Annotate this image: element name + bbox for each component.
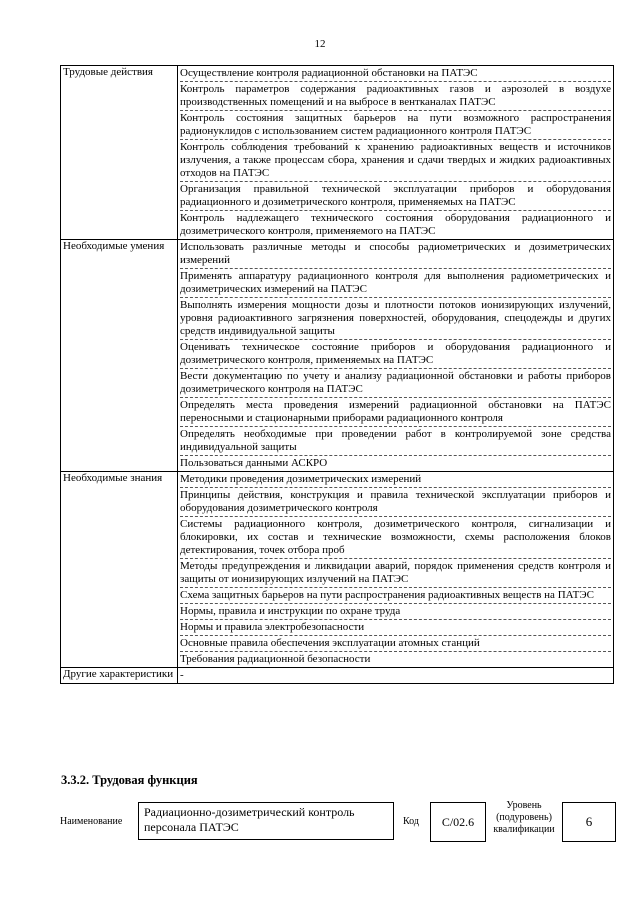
list-item: Контроль надлежащего технического состояния оборудования радиационного и дозиметрического контроля, применяемого на ПАТЭС bbox=[180, 212, 611, 237]
list-item: Нормы, правила и инструкции по охране труда bbox=[180, 603, 611, 619]
list-item: Контроль соблюдения требований к хранению радиоактивных веществ и источников излучения, а также процессам сбора, хранения и сдачи твердых и жидких радиоактивных отходов на ПАТЭС bbox=[180, 141, 611, 179]
function-attributes-row bbox=[60, 796, 620, 846]
list-item: Применять аппаратуру радиационного контроля для выполнения радиометрических и дозиметрических измерений на ПАТЭС bbox=[180, 270, 611, 295]
table-row bbox=[61, 240, 614, 472]
list-item: Вести документацию по учету и анализу радиационной обстановки и работы приборов дозиметрического контроля на ПАТЭС bbox=[180, 370, 611, 395]
row-label-skills: Необходимые умения bbox=[61, 240, 178, 472]
list-item: Использовать различные методы и способы радиометрических и дозиметрических измерений bbox=[180, 241, 611, 266]
level-label bbox=[490, 800, 558, 836]
page-number: 12 bbox=[314, 38, 326, 50]
list-item: Методики проведения дозиметрических измерений bbox=[180, 473, 422, 485]
level-value-box: 6 bbox=[562, 802, 616, 842]
list-item: Определять необходимые при проведении работ в контролируемой зоне средства индивидуальной защиты bbox=[180, 428, 611, 453]
list-item: Контроль параметров содержания радиоактивных газов и аэрозолей в воздухе производственных помещений и на выбросе в вентканалах ПАТЭС bbox=[180, 83, 611, 108]
row-items-knowledge bbox=[178, 472, 614, 668]
list-item: Требования радиационной безопасности bbox=[180, 651, 611, 667]
list-item: Оценивать техническое состояние приборов и оборудования радиационного и дозиметрического контроля, применяемых на ПАТЭС bbox=[180, 341, 611, 366]
list-item: Схема защитных барьеров на пути распространения радиоактивных веществ на ПАТЭС bbox=[180, 587, 611, 603]
list-item: Нормы и правила электробезопасности bbox=[180, 619, 611, 635]
table-row bbox=[61, 66, 614, 240]
row-label-other: Другие характеристики bbox=[61, 668, 178, 684]
list-item: Основные правила обеспечения эксплуатации атомных станций bbox=[180, 635, 611, 651]
list-item: Системы радиационного контроля, дозиметрического контроля, сигнализации и блокировки, их состав и технические возможности, схемы расположения блоков детектирования, точек отбора проб bbox=[180, 518, 611, 556]
competency-table bbox=[60, 65, 614, 684]
list-item: Методы предупреждения и ликвидации аварий, порядок применения средств контроля и защиты от ионизирующих излучений на ПАТЭС bbox=[180, 560, 611, 585]
code-value-box: C/02.6 bbox=[430, 802, 486, 842]
level-label-line-1: Уровень bbox=[506, 800, 542, 811]
list-item: Принципы действия, конструкция и правила технической эксплуатации приборов и оборудования дозиметрического контроля bbox=[180, 489, 611, 514]
row-items-skills bbox=[178, 240, 614, 472]
table-row bbox=[61, 668, 614, 684]
row-items-other bbox=[178, 668, 614, 684]
row-items-labor-actions bbox=[178, 66, 614, 240]
level-label-line-2: (подуровень) bbox=[496, 812, 552, 823]
list-item: Осуществление контроля радиационной обстановки на ПАТЭС bbox=[180, 67, 478, 79]
list-item: Контроль состояния защитных барьеров на пути возможного распространения радионуклидов с использованием систем радиационного контроля ПАТЭС bbox=[180, 112, 611, 137]
code-label: Код bbox=[403, 816, 419, 827]
level-label-line-3: квалификации bbox=[493, 824, 555, 835]
row-label-labor-actions: Трудовые действия bbox=[61, 66, 178, 240]
section-heading: 3.3.2. Трудовая функция bbox=[61, 773, 198, 787]
row-label-knowledge: Необходимые знания bbox=[61, 472, 178, 668]
list-item: - bbox=[180, 669, 184, 681]
list-item: Организация правильной технической эксплуатации приборов и оборудования радиационного и дозиметрического контроля, применяемых на ПАТЭС bbox=[180, 183, 611, 208]
list-item: Выполнять измерения мощности дозы и плотности потоков ионизирующих излучений, уровня радиоактивного загрязнения поверхностей, оборудования, спецодежды и других средств индивидуальной защиты bbox=[180, 299, 611, 337]
table-row bbox=[61, 472, 614, 668]
name-value-box: Радиационно-дозиметрический контроль персонала ПАТЭС bbox=[138, 802, 394, 840]
list-item: Определять места проведения измерений радиационной обстановки на ПАТЭС переносными и стационарными приборами радиационного контроля bbox=[180, 399, 611, 424]
list-item: Пользоваться данными АСКРО bbox=[180, 455, 611, 471]
name-label: Наименование bbox=[60, 816, 123, 827]
